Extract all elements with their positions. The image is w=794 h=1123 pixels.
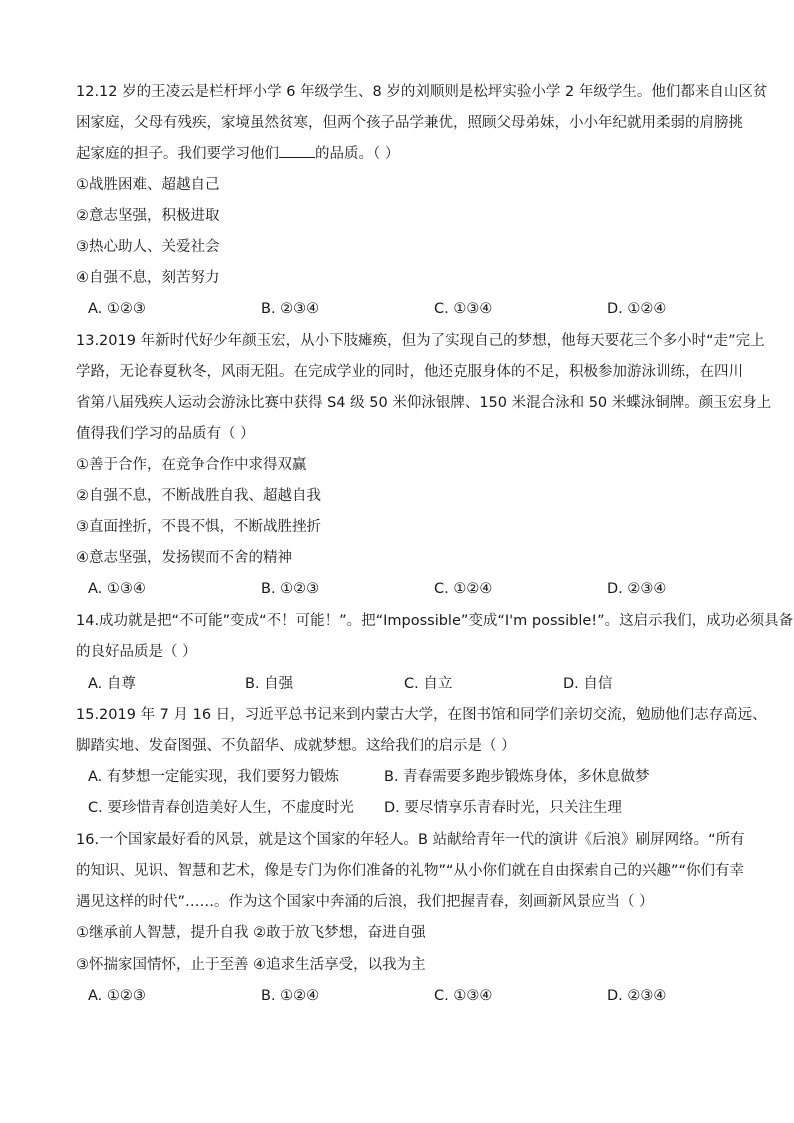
q14-option-d: D. 自信 (563, 676, 613, 692)
q15-option-b: B. 青春需要多跑步锻炼身体，多休息做梦 (384, 769, 650, 785)
q12-statement-4: ④自强不息，刻苦努力 (76, 270, 220, 286)
q12-statement-3: ③热心助人、关爱社会 (76, 239, 220, 255)
q13-line-2: 学路，无论春夏秋冬，风雨无阻。在完成学业的同时，他还克服身体的不足，积极参加游泳训练，在四川 (76, 364, 743, 380)
q13-option-d: D. ②③④ (607, 581, 667, 597)
q12-statement-2: ②意志坚强，积极进取 (76, 208, 220, 224)
q14-line-2: 的良好品质是（ ） (76, 644, 197, 660)
q13-line-4: 值得我们学习的品质有（ ） (76, 426, 255, 442)
q12-line-1: 12.12 岁的王凌云是栏杆坪小学 6 年级学生、8 岁的刘顺则是松坪实验小学 2 年级学生。他们都来自山区贫 (76, 84, 768, 100)
q16-line-1: 16.一个国家最好看的风景，就是这个国家的年轻人。B 站献给青年一代的演讲《后浪》刷屏网络。“所有 (76, 832, 745, 848)
q15-option-c: C. 要珍惜青春创造美好人生，不虚度时光 (88, 800, 354, 816)
q15-line-1: 15.2019 年 7 月 16 日，习近平总书记来到内蒙古大学，在图书馆和同学们亲切交流，勉励他们志存高远、 (76, 707, 767, 723)
q12-line-3-before: 起家庭的担子。我们要学习他们 (76, 146, 279, 162)
q13-option-a: A. ①③④ (88, 581, 146, 597)
q13-option-c: C. ①②④ (434, 581, 493, 597)
q12-line-2: 困家庭，父母有残疾，家境虽然贫寒，但两个孩子品学兼优，照顾父母弟妹，小小年纪就用柔弱的肩膀挑 (76, 115, 743, 131)
q12-option-d: D. ①②④ (607, 301, 667, 317)
q16-option-b: B. ①②④ (261, 988, 320, 1004)
q13-statement-3: ③直面挫折，不畏不惧，不断战胜挫折 (76, 519, 321, 535)
q15-option-a: A. 有梦想一定能实现，我们要努力锻炼 (88, 769, 339, 785)
q16-line-3: 遇见这样的时代”……。作为这个国家中奔涌的后浪，我们把握青春，刻画新风景应当（ ） (76, 894, 654, 910)
q16-line-2: 的知识、见识、智慧和艺术，像是专门为你们准备的礼物”“从小你们就在自由探索自己的兴趣”“你们有幸 (76, 863, 745, 879)
q12-line-3-after: 的品质。（ ） (315, 146, 400, 162)
q13-line-1: 13.2019 年新时代好少年颜玉宏，从小下肢瘫痪，但为了实现自己的梦想，他每天要花三个多小时“走”完上 (76, 333, 765, 349)
q12-statement-1: ①战胜困难、超越自己 (76, 177, 220, 193)
q12-line-3 (76, 144, 721, 164)
q14-option-c: C. 自立 (404, 676, 453, 692)
q16-statement-2: ③怀揣家国情怀，止于至善 ④追求生活享受，以我为主 (76, 957, 426, 973)
q15-line-2: 脚踏实地、发奋图强、不负韶华、成就梦想。这给我们的启示是（ ） (76, 738, 516, 754)
q12-option-a: A. ①②③ (88, 301, 146, 317)
q13-option-b: B. ①②③ (261, 581, 320, 597)
q12-option-c: C. ①③④ (434, 301, 493, 317)
q15-option-d: D. 要尽情享乐青春时光，只关注生理 (384, 800, 622, 816)
q16-option-c: C. ①③④ (434, 988, 493, 1004)
q16-option-a: A. ①②③ (88, 988, 146, 1004)
q13-statement-4: ④意志坚强，发扬锲而不舍的精神 (76, 550, 292, 566)
q13-line-3: 省第八届残疾人运动会游泳比赛中获得 S4 级 50 米仰泳银牌、150 米混合泳和 50 米蝶泳铜牌。颜玉宏身上 (76, 395, 772, 411)
q16-statement-1: ①继承前人智慧，提升自我 ②敢于放飞梦想，奋进自强 (76, 925, 426, 941)
q13-statement-2: ②自强不息，不断战胜自我、超越自我 (76, 488, 321, 504)
q12-option-b: B. ②③④ (261, 301, 320, 317)
q16-option-d: D. ②③④ (607, 988, 667, 1004)
q14-line-1: 14.成功就是把“不可能”变成“不！可能！”。把“Impossible”变成“I'm possible!”。这启示我们，成功必须具备 (76, 613, 794, 629)
answer-blank (279, 144, 315, 158)
q13-statement-1: ①善于合作，在竞争合作中求得双赢 (76, 457, 307, 473)
q14-option-b: B. 自强 (245, 676, 294, 692)
q14-option-a: A. 自尊 (88, 676, 136, 692)
